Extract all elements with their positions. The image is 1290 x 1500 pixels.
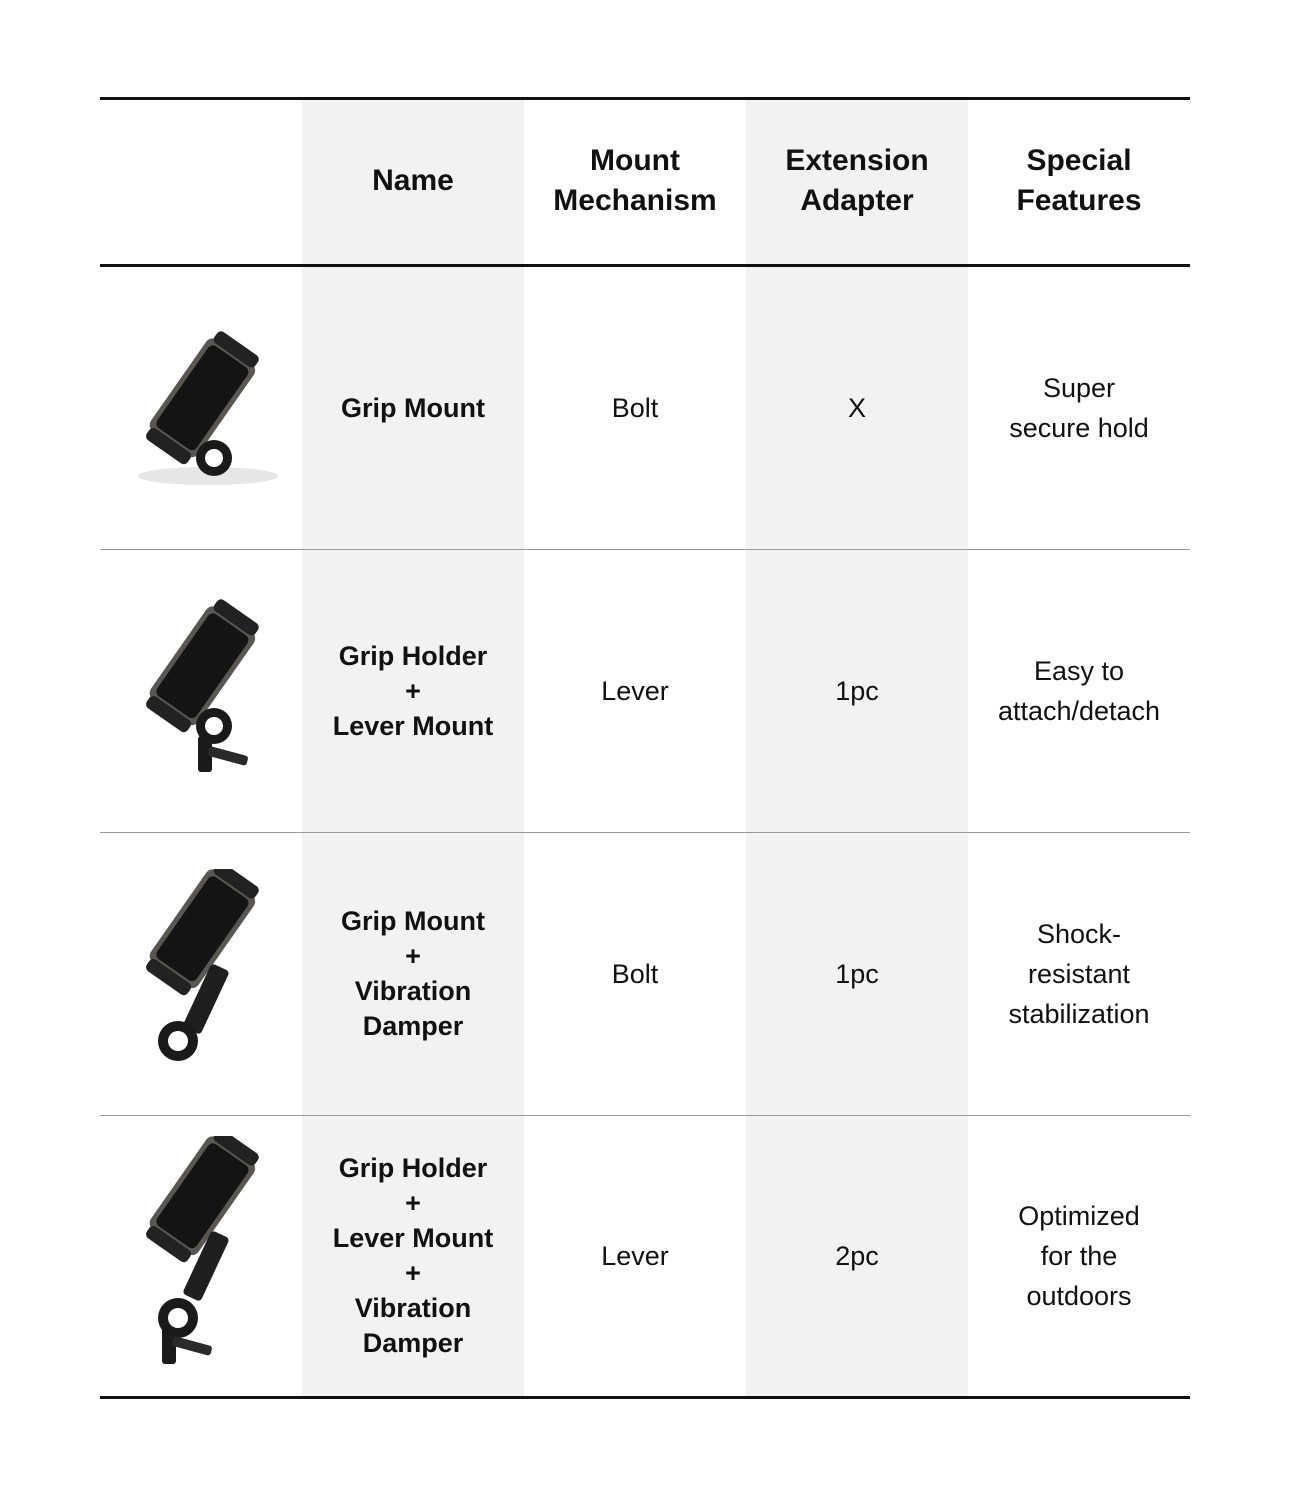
row-special-features: Shock- resistant stabilization <box>1008 919 1150 1029</box>
row-mount-mechanism: Bolt <box>611 393 659 423</box>
row-special-features: Super secure hold <box>1009 373 1149 443</box>
product-image <box>100 833 302 1115</box>
row-name: Grip Holder + Lever Mount <box>332 640 494 741</box>
row-extension-adapter: 1pc <box>835 959 879 989</box>
table-bottom-rule <box>100 1396 1190 1399</box>
row-mount-mechanism: Bolt <box>611 959 659 989</box>
grip-mount-vibration-damper-icon <box>116 869 286 1079</box>
row-special-features: Easy to attach/detach <box>997 656 1161 726</box>
product-image <box>100 550 302 832</box>
header-name: Name <box>372 164 454 197</box>
product-image <box>100 267 302 549</box>
header-mount-mechanism: Mount Mechanism <box>553 144 717 217</box>
header-extension-adapter: Extension Adapter <box>785 144 929 217</box>
header-special-features: Special Features <box>1016 144 1142 217</box>
grip-mount-icon <box>116 318 286 498</box>
row-special-features: Optimized for the outdoors <box>1018 1201 1140 1311</box>
row-mount-mechanism: Lever <box>601 676 669 706</box>
grip-holder-lever-mount-icon <box>116 596 286 786</box>
grip-holder-lever-mount-vibration-damper-icon <box>116 1136 286 1376</box>
row-name: Grip Mount + Vibration Damper <box>341 906 485 1041</box>
row-name: Grip Holder + Lever Mount + Vibration Damper <box>332 1153 494 1358</box>
row-extension-adapter: 1pc <box>835 676 879 706</box>
row-extension-adapter: 2pc <box>835 1241 879 1271</box>
product-image <box>100 1116 302 1396</box>
row-extension-adapter: X <box>847 393 866 423</box>
row-mount-mechanism: Lever <box>601 1241 669 1271</box>
comparison-table <box>100 97 1190 1399</box>
row-name: Grip Mount <box>341 392 485 423</box>
